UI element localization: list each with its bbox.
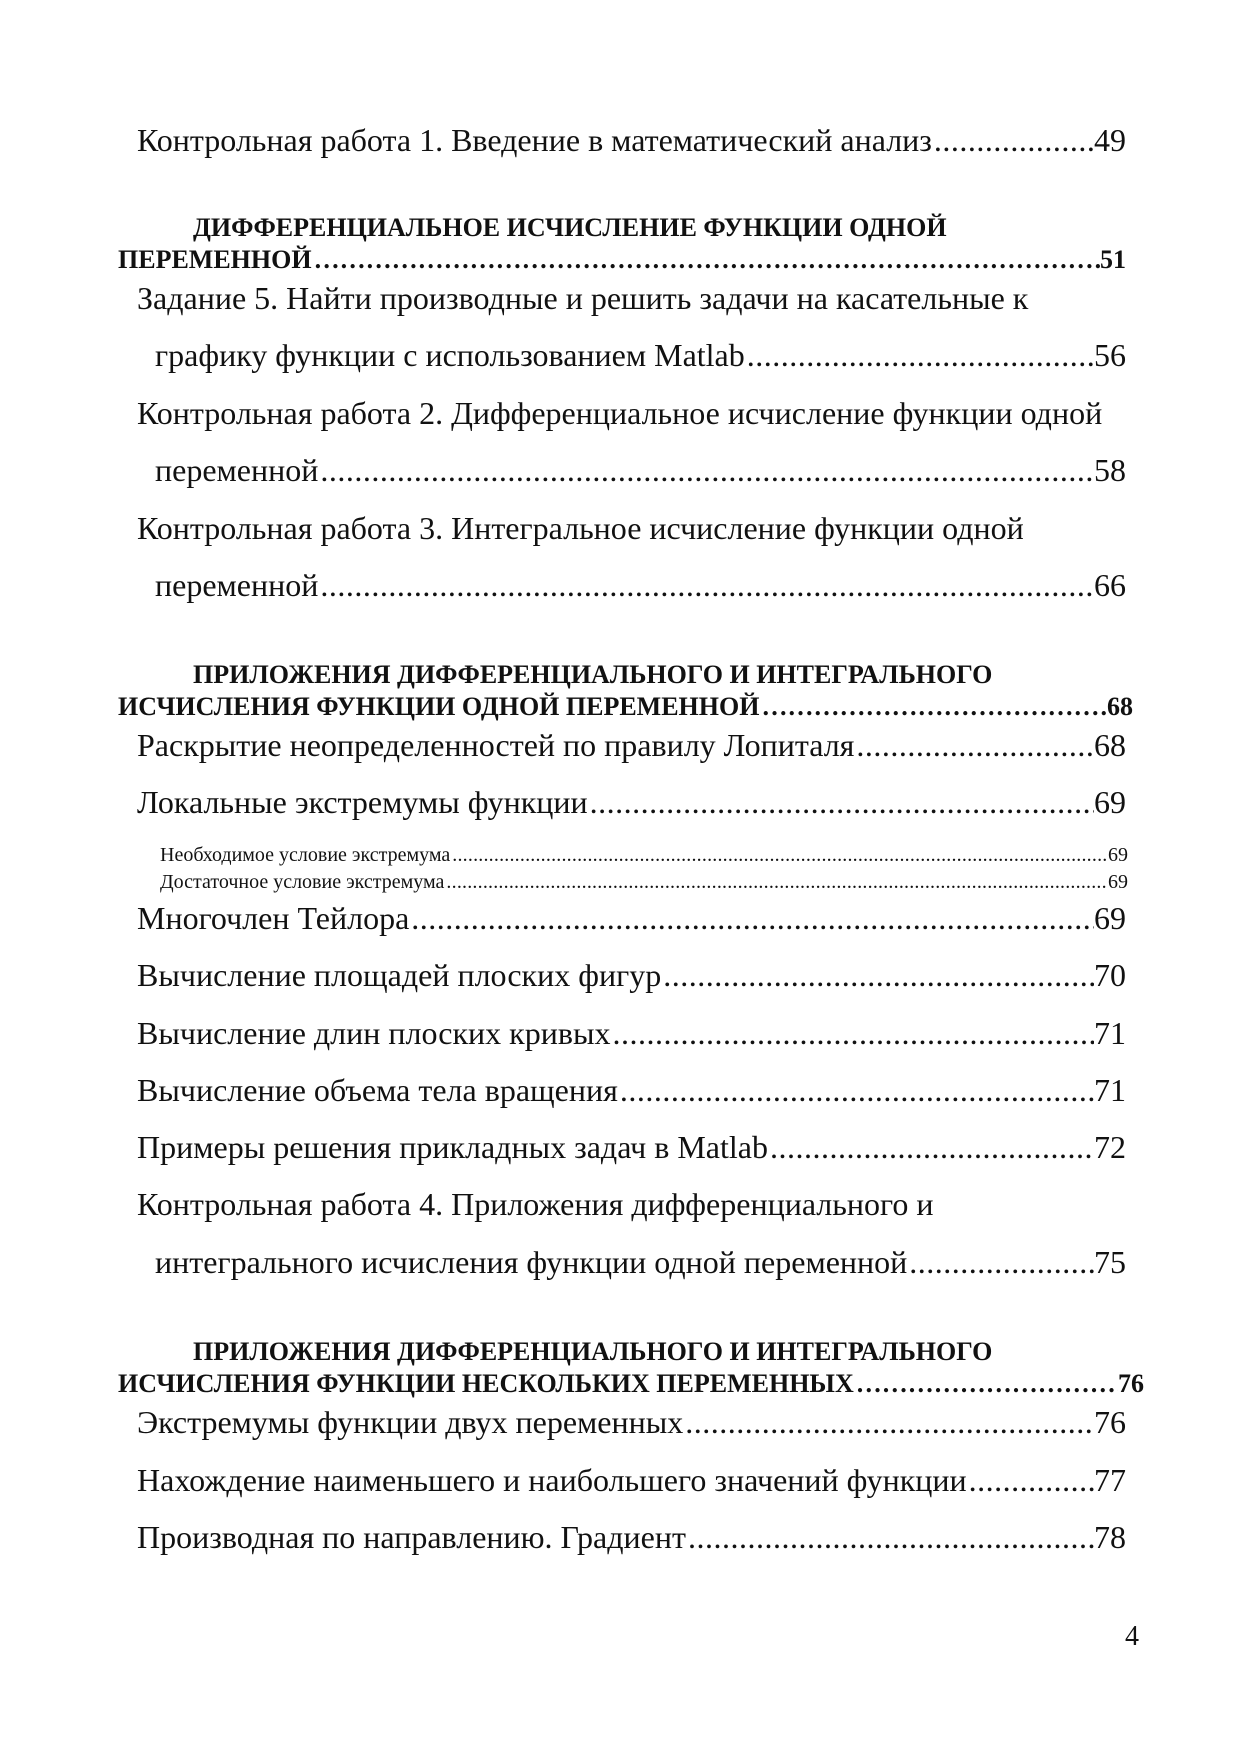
toc-entry-text: Многочлен Тейлора (137, 900, 410, 936)
toc-entry-page: 71 (1094, 1015, 1126, 1051)
dot-leader (588, 782, 1094, 822)
toc-entry-kr1 (0, 120, 1241, 160)
toc-entry-text: Раскрытие неопределенностей по правилу Лопиталя (137, 727, 855, 763)
toc-entry-page: 78 (1094, 1519, 1126, 1555)
toc-entry-page: 66 (1094, 567, 1126, 603)
toc-entry-taylor (0, 898, 1241, 938)
dot-leader (686, 1517, 1094, 1557)
dot-leader (759, 692, 1107, 722)
toc-entry-kr4-line1: Контрольная работа 4. Приложения дифференциального и (137, 1186, 934, 1222)
toc-entry-page: 77 (1094, 1462, 1126, 1498)
toc-entry-text: переменной (155, 567, 319, 603)
dot-leader (932, 120, 1094, 160)
toc-entry-text: Достаточное условие экстремума (160, 871, 445, 893)
toc-entry-text: Вычисление длин плоских кривых (137, 1015, 611, 1051)
section-heading-2-line2 (0, 692, 1241, 722)
dot-leader (854, 1369, 1118, 1399)
toc-entry-text: переменной (155, 452, 319, 488)
section-heading-2-line1: ПРИЛОЖЕНИЯ ДИФФЕРЕНЦИАЛЬНОГО И ИНТЕГРАЛЬНОГО (193, 660, 993, 689)
section-heading-page: 68 (1107, 692, 1133, 721)
dot-leader (661, 955, 1094, 995)
dot-leader (318, 565, 1094, 605)
toc-entry-lopital (0, 725, 1241, 765)
section-heading-text: ИСЧИСЛЕНИЯ ФУНКЦИИ НЕСКОЛЬКИХ ПЕРЕМЕННЫХ (118, 1369, 854, 1398)
toc-entry-page: 68 (1094, 727, 1126, 763)
toc-entry-text: Необходимое условие экстремума (160, 844, 451, 866)
toc-entry-page: 58 (1094, 452, 1126, 488)
dot-leader (768, 1127, 1094, 1167)
toc-entry-text: интегрального исчисления функции одной переменной (155, 1244, 908, 1280)
toc-entry-min-max (0, 1460, 1241, 1500)
page-number: 4 (1125, 1621, 1139, 1652)
toc-entry-two-var-extrema (0, 1402, 1241, 1442)
toc-entry-text: Экстремумы функции двух переменных (137, 1404, 684, 1440)
toc-entry-task5-line2 (0, 335, 1241, 375)
toc-entry-extrema (0, 782, 1241, 822)
toc-entry-text: Вычисление площадей плоских фигур (137, 957, 662, 993)
section-heading-1-line2 (0, 245, 1241, 275)
dot-leader (450, 842, 1108, 868)
toc-entry-text: Вычисление объема тела вращения (137, 1072, 618, 1108)
toc-entry-text: графику функции с использованием Matlab (155, 337, 745, 373)
dot-leader (967, 1460, 1094, 1500)
toc-entry-text: Нахождение наименьшего и наибольшего значений функции (137, 1462, 967, 1498)
toc-entry-page: 69 (1108, 871, 1128, 893)
dot-leader (409, 898, 1094, 938)
dot-leader (683, 1402, 1094, 1442)
toc-entry-page: 49 (1094, 122, 1126, 158)
dot-leader (745, 335, 1094, 375)
section-heading-3-line1: ПРИЛОЖЕНИЯ ДИФФЕРЕНЦИАЛЬНОГО И ИНТЕГРАЛЬНОГО (193, 1337, 993, 1366)
toc-entry-text: Локальные экстремумы функции (137, 784, 588, 820)
dot-leader (618, 1070, 1094, 1110)
toc-entry-page: 69 (1108, 844, 1128, 866)
toc-subentry-sufficient (0, 869, 1241, 895)
section-heading-3-line2 (0, 1369, 1241, 1399)
toc-entry-text: Примеры решения прикладных задач в Matlab (137, 1129, 768, 1165)
section-heading-page: 76 (1118, 1369, 1144, 1398)
toc-entry-matlab-examples (0, 1127, 1241, 1167)
toc-entry-page: 71 (1094, 1072, 1126, 1108)
dot-leader (854, 725, 1094, 765)
section-heading-1-line1: ДИФФЕРЕНЦИАЛЬНОЕ ИСЧИСЛЕНИЕ ФУНКЦИИ ОДНОЙ (193, 213, 947, 242)
dot-leader (610, 1013, 1094, 1053)
toc-entry-page: 56 (1094, 337, 1126, 373)
toc-entry-kr2-line2 (0, 450, 1241, 490)
toc-entry-kr2-line1: Контрольная работа 2. Дифференциальное исчисление функции одной (137, 395, 1103, 431)
toc-entry-task5-line1: Задание 5. Найти производные и решить задачи на касательные к (137, 280, 1029, 316)
dot-leader (318, 450, 1094, 490)
toc-entry-kr3-line1: Контрольная работа 3. Интегральное исчисление функции одной (137, 510, 1024, 546)
toc-entry-page: 69 (1094, 784, 1126, 820)
section-heading-text: ПЕРЕМЕННОЙ (118, 245, 312, 274)
toc-entry-text: Контрольная работа 1. Введение в математический анализ (137, 122, 932, 158)
section-heading-page: 51 (1100, 245, 1126, 274)
toc-entry-page: 70 (1094, 957, 1126, 993)
toc-entry-page: 69 (1094, 900, 1126, 936)
toc-entry-kr3-line2 (0, 565, 1241, 605)
toc-entry-gradient (0, 1517, 1241, 1557)
toc-entry-text: Производная по направлению. Градиент (137, 1519, 686, 1555)
dot-leader (907, 1242, 1094, 1282)
toc-entry-kr4-line2 (0, 1242, 1241, 1282)
dot-leader (444, 869, 1108, 895)
toc-entry-page: 75 (1094, 1244, 1126, 1280)
toc-entry-page: 76 (1094, 1404, 1126, 1440)
toc-entry-volume (0, 1070, 1241, 1110)
section-heading-text: ИСЧИСЛЕНИЯ ФУНКЦИИ ОДНОЙ ПЕРЕМЕННОЙ (118, 692, 760, 721)
dot-leader (312, 245, 1100, 275)
toc-entry-lengths (0, 1013, 1241, 1053)
toc-entry-page: 72 (1094, 1129, 1126, 1165)
toc-subentry-necessary (0, 842, 1241, 868)
toc-entry-areas (0, 955, 1241, 995)
